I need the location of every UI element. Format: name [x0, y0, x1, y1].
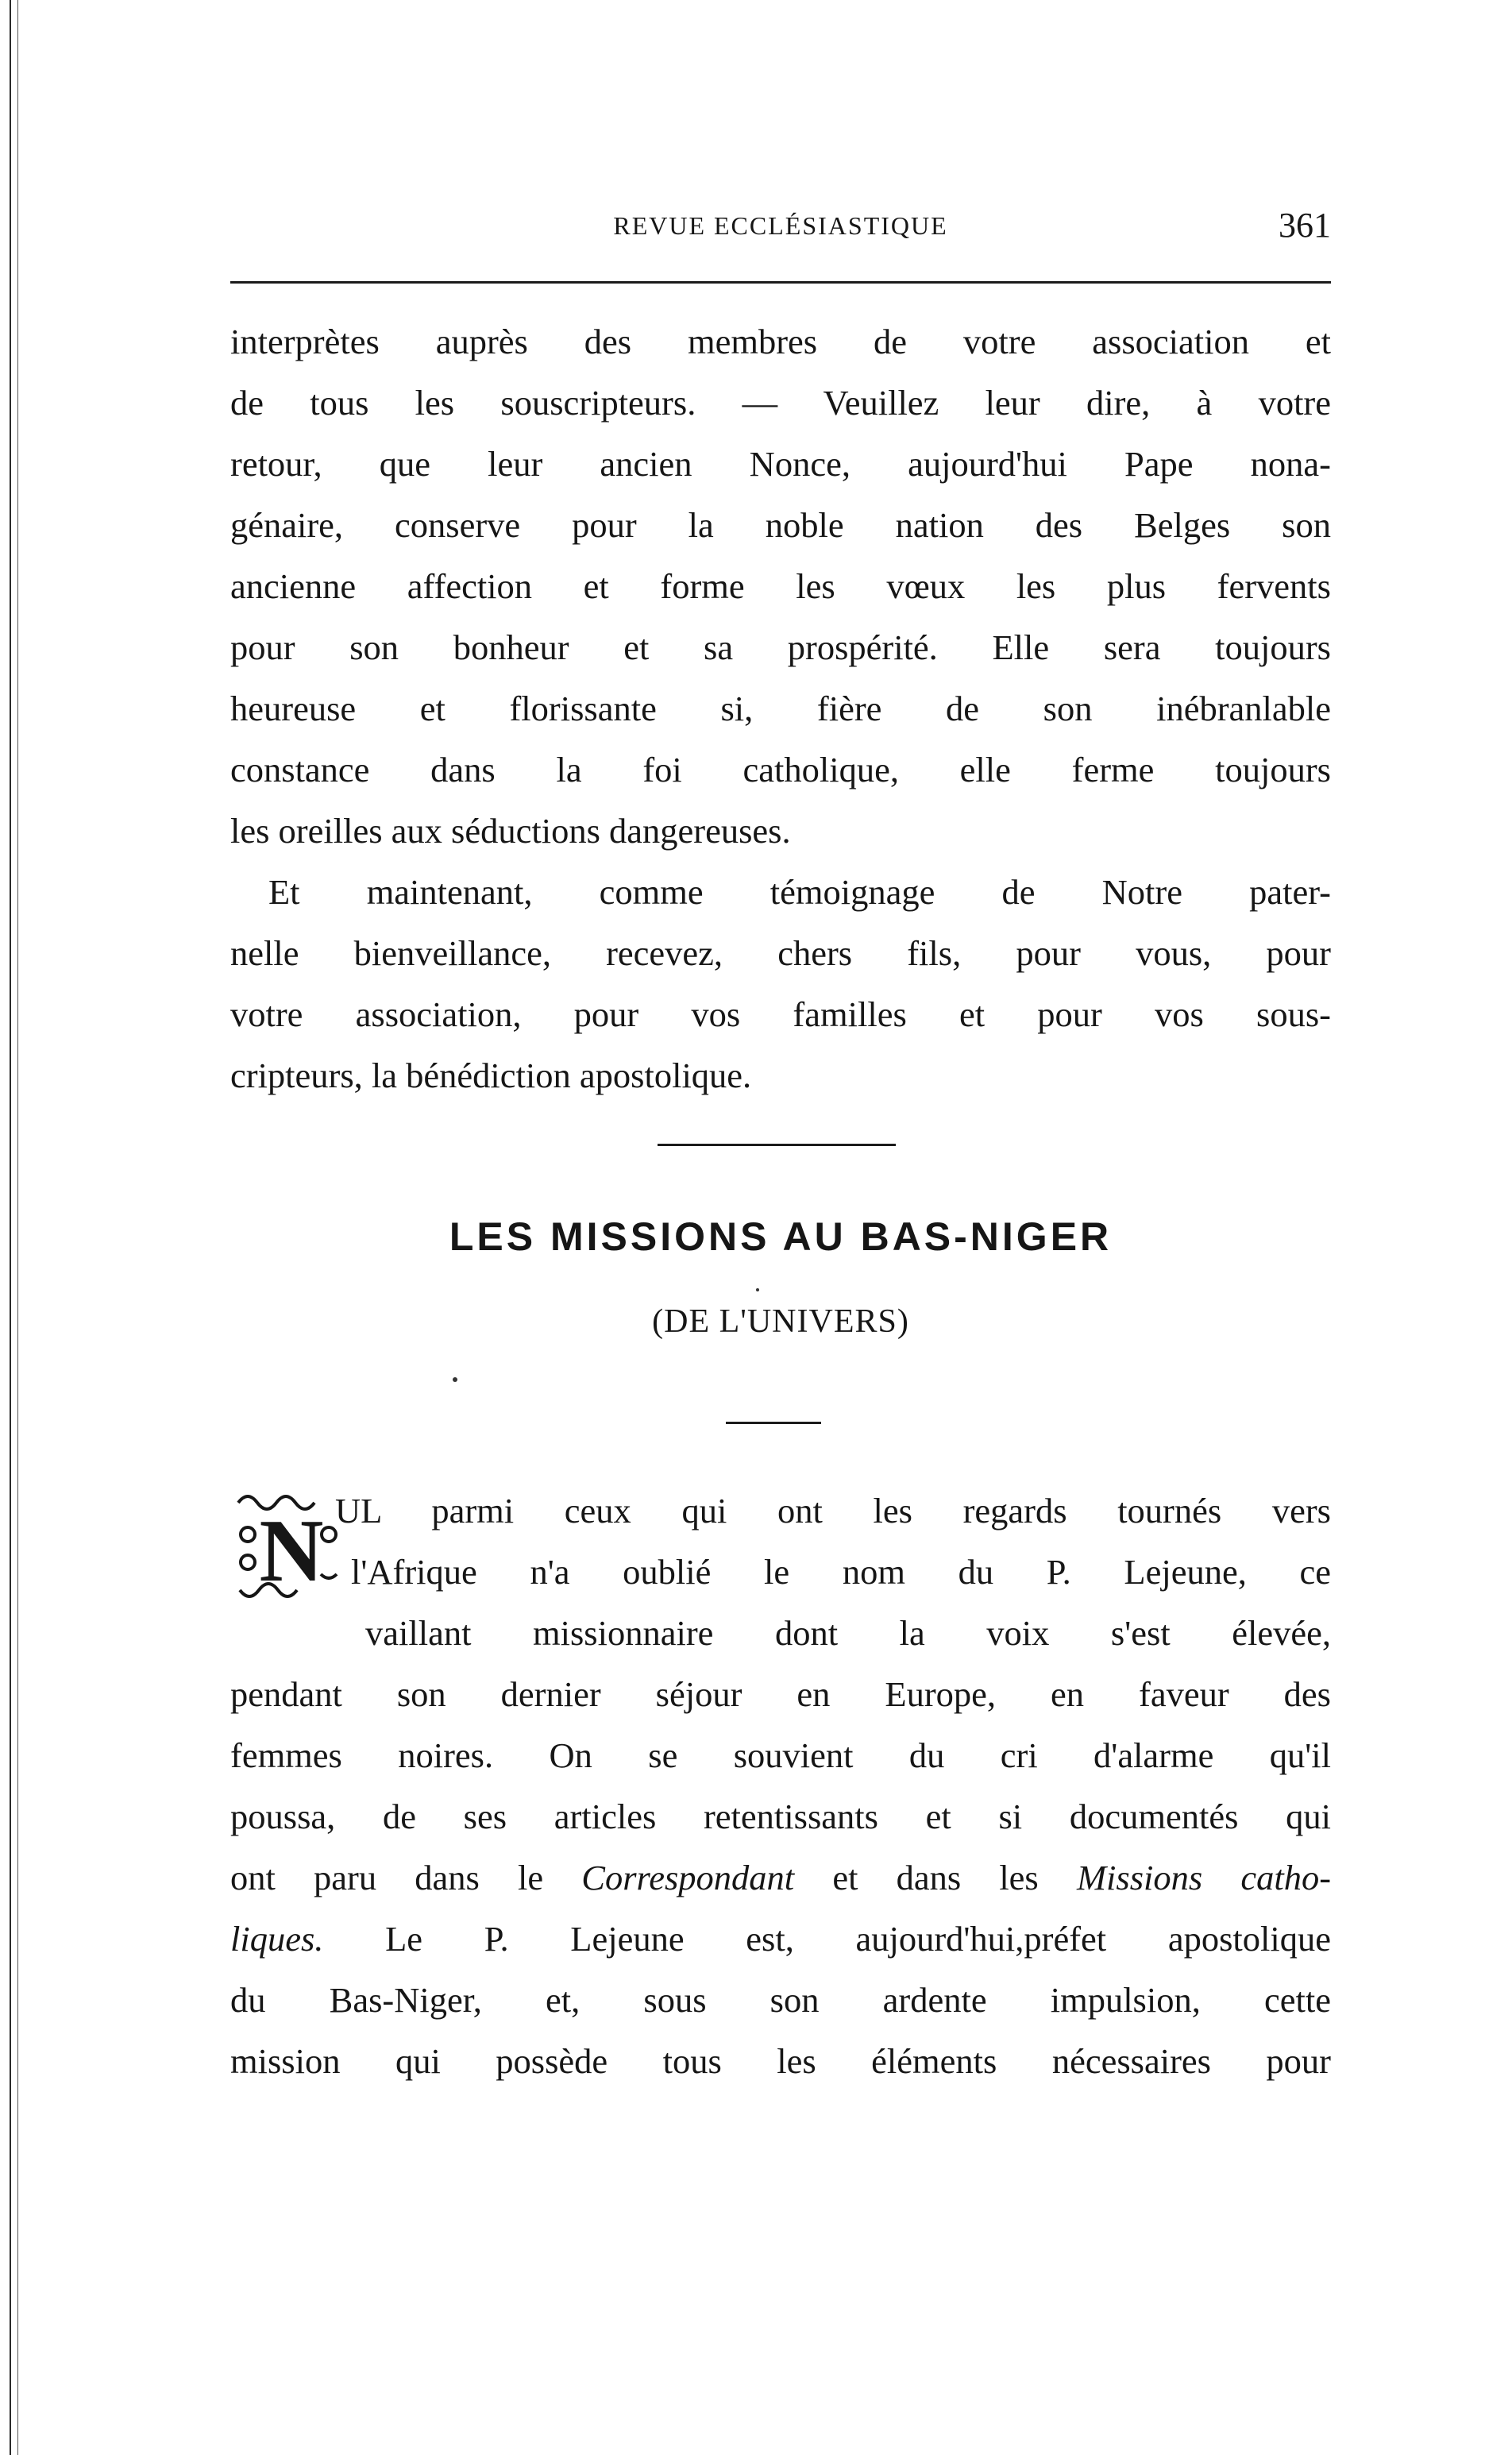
section-opening-lines [230, 1480, 1331, 1664]
text-line: heureuse et florissante si, fière de son inébranlable [230, 689, 1331, 728]
italic-title-correspondant: Correspondant [581, 1858, 795, 1897]
running-title: REVUE ECCLÉSIASTIQUE [613, 211, 948, 240]
drop-cap-letter: N [259, 1502, 324, 1600]
text-line: pour son bonheur et sa prospérité. Elle sera toujours [230, 627, 1331, 667]
text-line: de tous les souscripteurs. — Veuillez leur dire, à votre [230, 383, 1331, 423]
section-source: (DE L'UNIVERS) [652, 1303, 909, 1340]
text-fragment: ont paru dans le [230, 1858, 544, 1897]
text-line: cripteurs, la bénédiction apostolique. [230, 1056, 752, 1095]
text-line: Et maintenant, comme témoignage de Notre pater- [268, 872, 1331, 912]
text-line: l'Afrique n'a oublié le nom du P. Lejeune, ce [351, 1552, 1331, 1592]
section-separator [658, 1144, 896, 1146]
text-line: pendant son dernier séjour en Europe, en faveur des [230, 1674, 1331, 1714]
gutter-line [17, 0, 18, 2455]
text-line: mission qui possède tous les éléments nécessaires pour [230, 2041, 1331, 2081]
text-line: nelle bienveillance, recevez, chers fils, pour vous, pour [230, 933, 1331, 973]
section-body [230, 1664, 1331, 2092]
text-fragment: et dans les [832, 1858, 1039, 1897]
text-line: interprètes auprès des membres de votre association et [230, 322, 1331, 361]
text-line [230, 1847, 1331, 1909]
printing-dot [453, 1377, 457, 1382]
letter-paragraph-1 [230, 311, 1331, 862]
letter-paragraph-2 [230, 862, 1331, 1106]
running-head [230, 205, 1331, 253]
italic-title-missions-end: liques. [230, 1919, 324, 1959]
text-line: les oreilles aux séductions dangereuses. [230, 811, 791, 851]
header-rule [230, 281, 1331, 284]
short-rule [726, 1422, 821, 1424]
text-line: poussa, de ses articles retentissants et si documentés qui [230, 1797, 1331, 1836]
gutter-line [10, 0, 11, 2455]
page-number: 361 [1279, 206, 1331, 245]
text-line: retour, que leur ancien Nonce, aujourd'hui Pape nona- [230, 444, 1331, 484]
section-title: LES MISSIONS AU BAS-NIGER [449, 1214, 1113, 1259]
italic-title-missions: Missions catho- [1076, 1858, 1332, 1897]
text-line: vaillant missionnaire dont la voix s'est élevée, [365, 1613, 1331, 1653]
text-line: du Bas-Niger, et, sous son ardente impulsion, cette [230, 1980, 1331, 2020]
text-line: ancienne affection et forme les vœux les plus fervents [230, 566, 1331, 606]
printing-dot [756, 1288, 759, 1291]
text-line: constance dans la foi catholique, elle ferme toujours [230, 750, 1331, 789]
text-line: génaire, conserve pour la noble nation des Belges son [230, 505, 1331, 545]
text-line: UL parmi ceux qui ont les regards tournés vers [335, 1491, 1331, 1531]
text-line: votre association, pour vos familles et pour vos sous- [230, 994, 1331, 1034]
text-fragment: Le P. Lejeune est, aujourd'hui,préfet apostolique [385, 1919, 1332, 1959]
text-line [230, 1909, 1331, 1970]
text-line: femmes noires. On se souvient du cri d'alarme qu'il [230, 1735, 1331, 1775]
